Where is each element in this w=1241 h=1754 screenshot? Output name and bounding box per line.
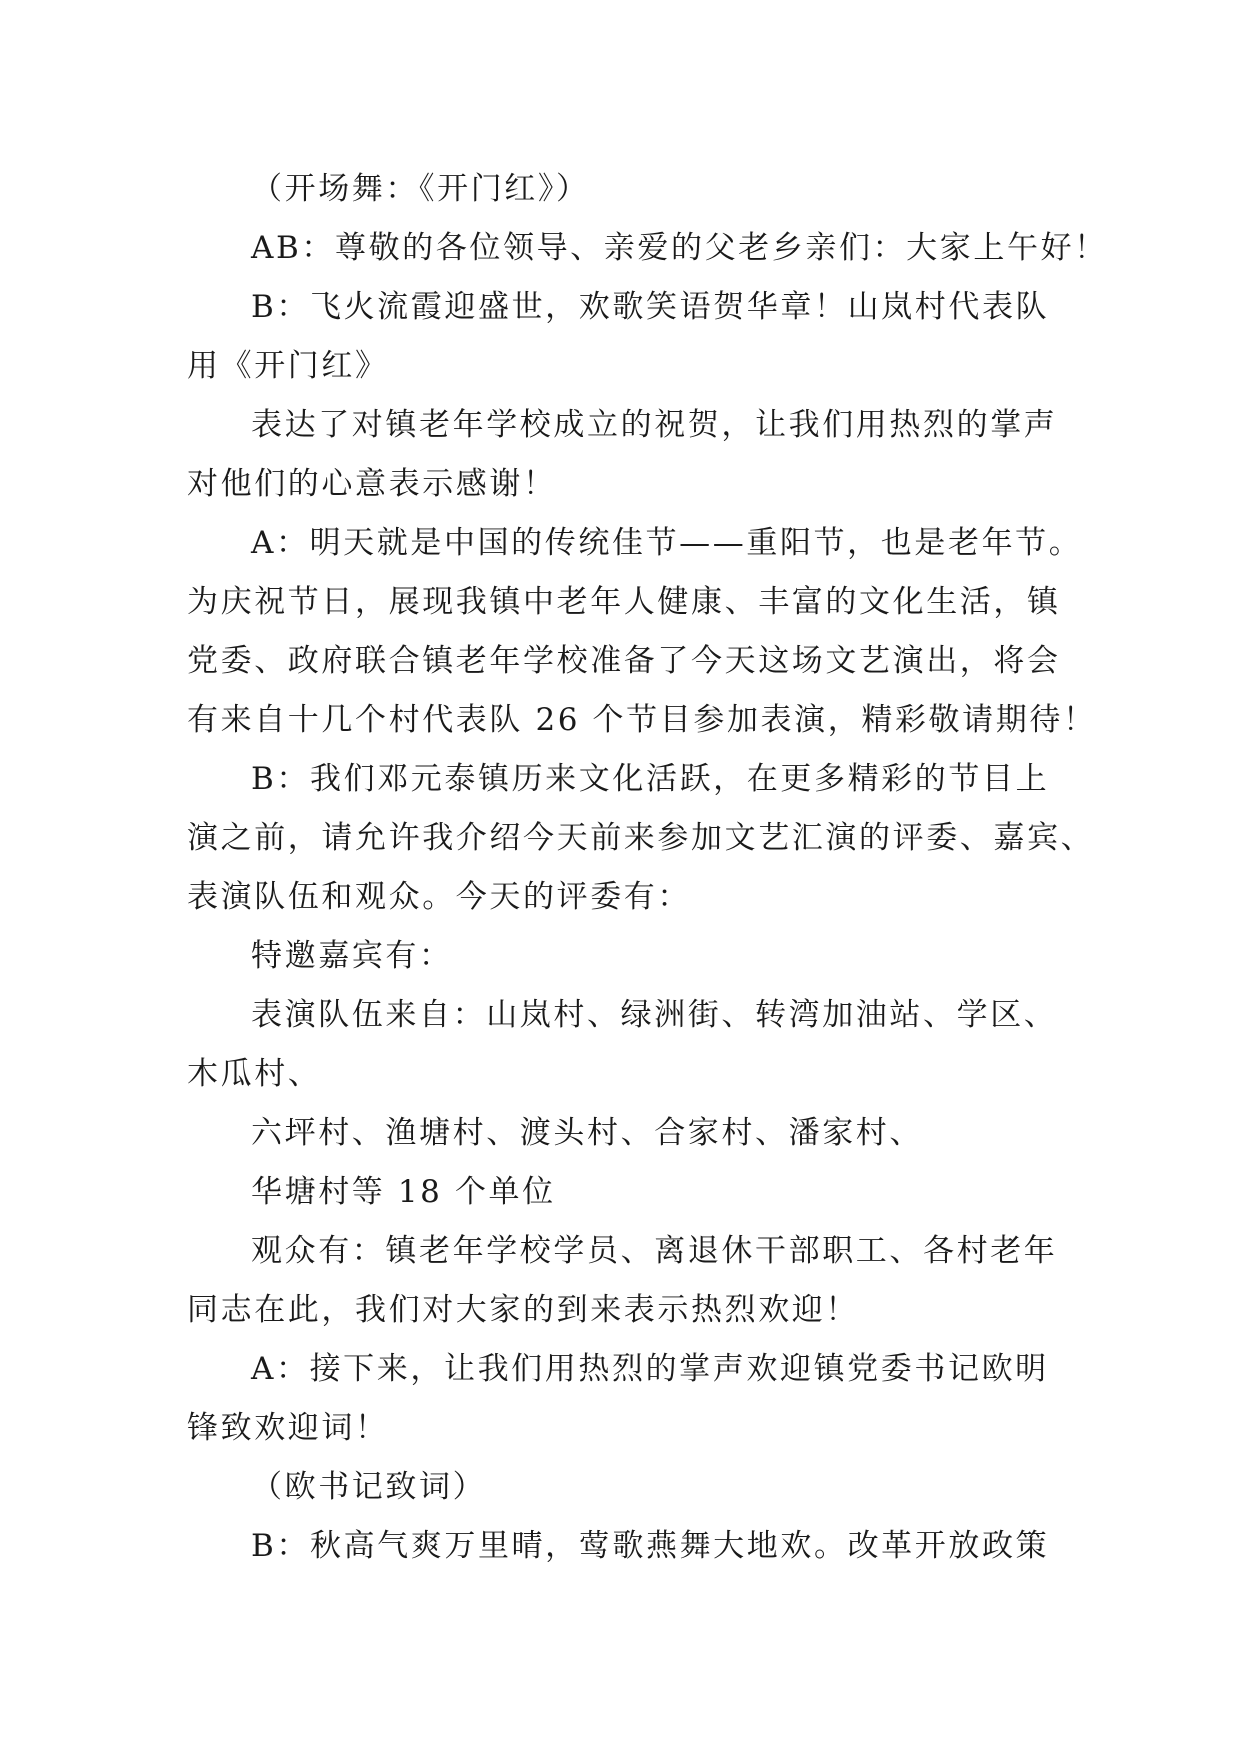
text-line: 六坪村、渔塘村、渡头村、合家村、潘家村、 [251, 1115, 923, 1151]
text-line: 华塘村等 18 个单位 [251, 1174, 556, 1210]
text-line: A：接下来，让我们用热烈的掌声欢迎镇党委书记欧明 [251, 1351, 1049, 1387]
text-line: 表演队伍来自：山岚村、绿洲街、转湾加油站、学区、 [251, 997, 1058, 1033]
text-line: 党委、政府联合镇老年学校准备了今天这场文艺演出，将会 [187, 643, 1061, 679]
text-line: AB：尊敬的各位领导、亲爱的父老乡亲们：大家上午好！ [251, 230, 1108, 266]
text-line: A：明天就是中国的传统佳节——重阳节，也是老年节。 [251, 525, 1083, 561]
text-line: 有来自十几个村代表队 26 个节目参加表演，精彩敬请期待！ [187, 702, 1097, 738]
text-line: 表演队伍和观众。今天的评委有： [187, 879, 691, 915]
document-body [187, 160, 1108, 1576]
text-line: 锋致欢迎词！ [187, 1410, 389, 1446]
text-line: B：秋高气爽万里晴，莺歌燕舞大地欢。改革开放政策 [251, 1528, 1050, 1564]
text-line: （开场舞：《开门红》） [251, 171, 590, 207]
text-line: 演之前，请允许我介绍今天前来参加文艺汇演的评委、嘉宾、 [187, 820, 1095, 856]
text-line: 用《开门红》 [187, 348, 389, 384]
text-line: 表达了对镇老年学校成立的祝贺，让我们用热烈的掌声 [251, 407, 1058, 443]
text-line: （欧书记致词） [251, 1469, 487, 1505]
text-line: B：飞火流霞迎盛世，欢歌笑语贺华章！山岚村代表队 [251, 289, 1050, 325]
text-line: 同志在此，我们对大家的到来表示热烈欢迎！ [187, 1292, 859, 1328]
text-line: 对他们的心意表示感谢！ [187, 466, 557, 502]
text-line: B：我们邓元泰镇历来文化活跃，在更多精彩的节目上 [251, 761, 1050, 797]
text-line: 木瓜村、 [187, 1056, 322, 1092]
text-line: 为庆祝节日，展现我镇中老年人健康、丰富的文化生活，镇 [187, 584, 1061, 620]
text-line: 特邀嘉宾有： [251, 938, 453, 974]
text-line: 观众有：镇老年学校学员、离退休干部职工、各村老年 [251, 1233, 1058, 1269]
